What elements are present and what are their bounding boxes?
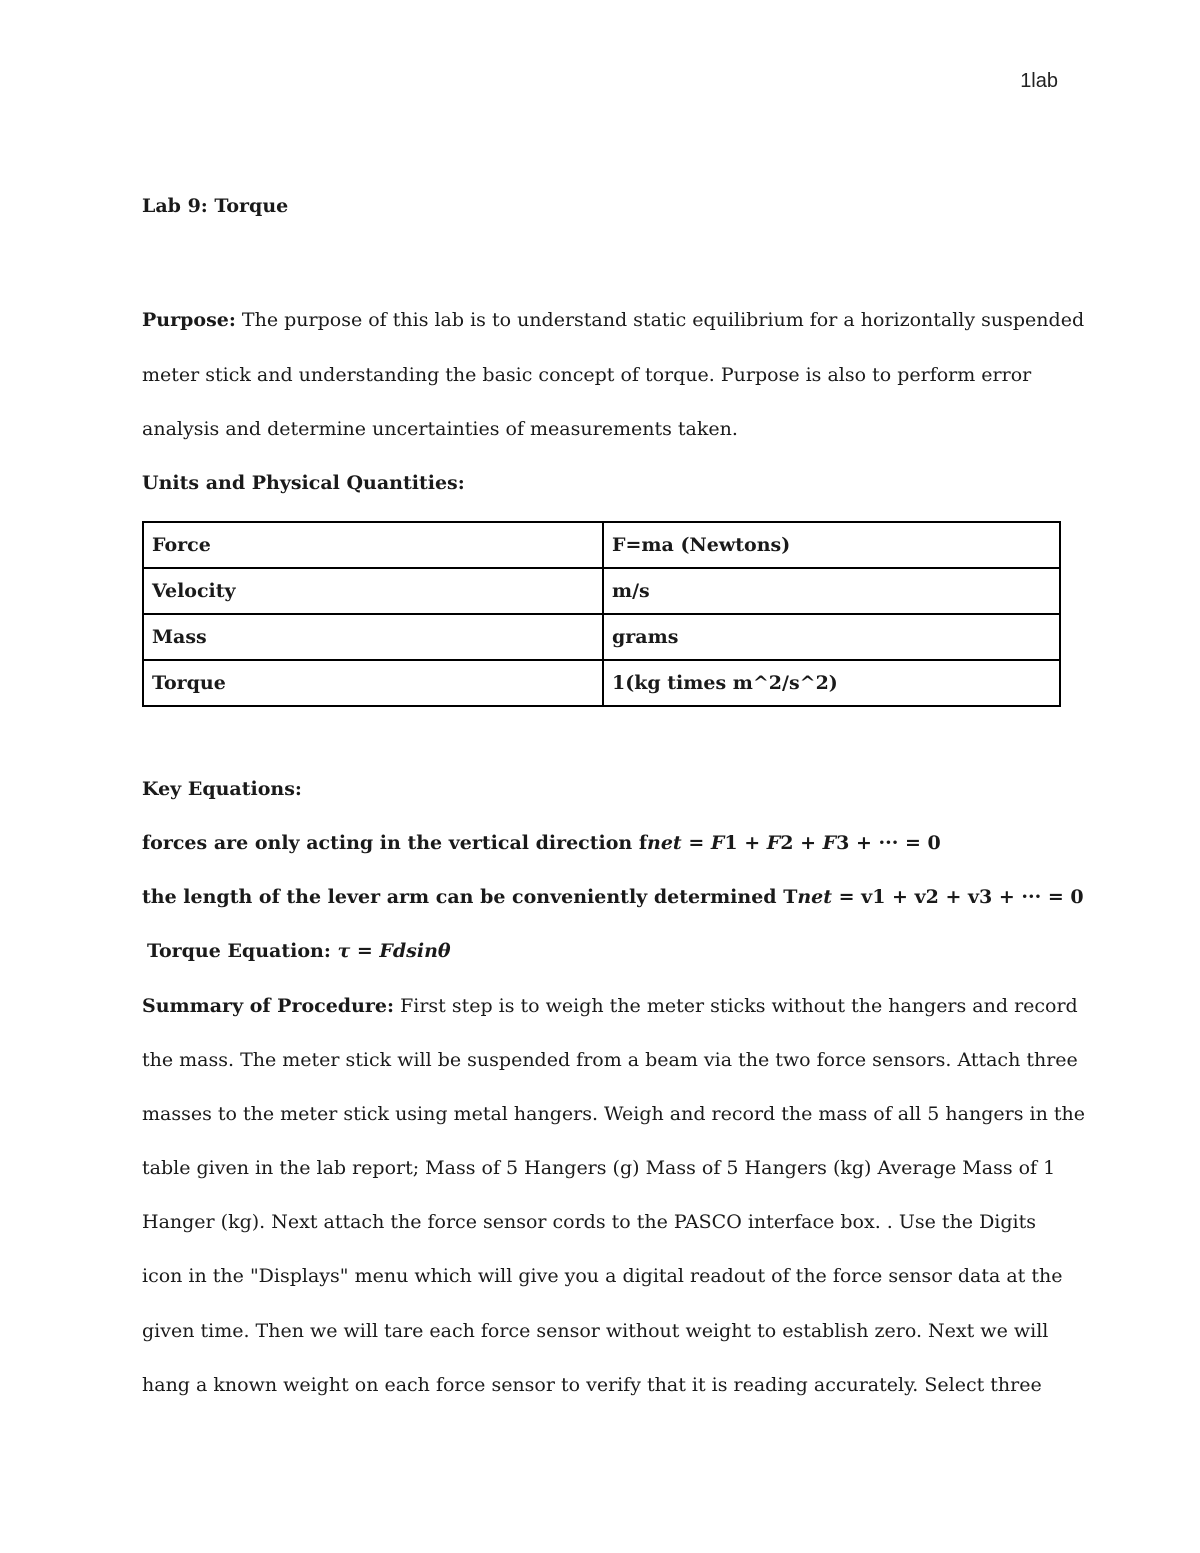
- purpose-line-2: meter stick and understanding the basic concept of torque. Purpose is also to perform error: [142, 364, 1032, 386]
- procedure-line-3: masses to the meter stick using metal hangers. Weigh and record the mass of all 5 hangers in the: [142, 1103, 1085, 1125]
- purpose-text-1: The purpose of this lab is to understand static equilibrium for a horizontally suspended: [241, 309, 1085, 331]
- purpose-line-3: analysis and determine uncertainties of measurements taken.: [142, 418, 738, 440]
- procedure-line-5: Hanger (kg). Next attach the force sensor cords to the PASCO interface box. . Use the Digits: [142, 1211, 1037, 1233]
- eq1-part2: 2 +: [780, 832, 823, 854]
- eq1-f1: F: [710, 832, 725, 854]
- units-table: [142, 521, 1061, 707]
- procedure-label: Summary of Procedure:: [142, 995, 395, 1017]
- table-cell-unit: grams: [603, 614, 1060, 660]
- eq3-label: Torque Equation:: [147, 940, 338, 962]
- table-cell-quantity: Velocity: [143, 568, 603, 614]
- eq1-f3: F: [822, 832, 837, 854]
- table-cell-quantity: Force: [143, 522, 603, 568]
- eq2-text: the length of the lever arm can be conveniently determined T: [142, 886, 798, 908]
- equation-torque: [147, 938, 451, 964]
- equation-forces: [142, 830, 941, 856]
- procedure-line-7: given time. Then we will tare each force sensor without weight to establish zero. Next we will: [142, 1320, 1049, 1342]
- procedure-line-8: hang a known weight on each force sensor to verify that it is reading accurately. Select three: [142, 1374, 1042, 1396]
- eq1-part1: 1 +: [724, 832, 767, 854]
- page-number: 1lab: [1020, 70, 1058, 92]
- units-heading: Units and Physical Quantities:: [142, 472, 465, 494]
- eq1-f2: F: [766, 832, 781, 854]
- table-cell-unit: m/s: [603, 568, 1060, 614]
- table-cell-unit: F=ma (Newtons): [603, 522, 1060, 568]
- eq1-subscript: net: [647, 832, 682, 854]
- table-row: [143, 660, 1060, 706]
- table-cell-quantity: Mass: [143, 614, 603, 660]
- equation-lever-arm: [142, 884, 1084, 910]
- eq2-rest: = v1 + v2 + v3 + ··· = 0: [832, 886, 1084, 908]
- table-cell-quantity: Torque: [143, 660, 603, 706]
- procedure-line-1: [142, 993, 1078, 1019]
- table-cell-unit: 1(kg times m^2/s^2): [603, 660, 1060, 706]
- eq1-text: forces are only acting in the vertical direction f: [142, 832, 648, 854]
- table-row: [143, 568, 1060, 614]
- eq2-subscript: net: [797, 886, 833, 908]
- procedure-line-4: table given in the lab report; Mass of 5 Hangers (g) Mass of 5 Hangers (kg) Average Mass of 1: [142, 1157, 1056, 1179]
- table-row: [143, 614, 1060, 660]
- eq1-part3: 3 + ··· = 0: [836, 832, 941, 854]
- eq1-equals: =: [681, 832, 711, 854]
- purpose-line-1: [142, 307, 1084, 333]
- document-title: Lab 9: Torque: [142, 195, 289, 217]
- key-equations-heading: Key Equations:: [142, 778, 302, 800]
- eq3-formula: τ = Fdsinθ: [337, 940, 451, 962]
- purpose-label: Purpose:: [142, 309, 236, 331]
- table-row: [143, 522, 1060, 568]
- procedure-line-6: icon in the "Displays" menu which will give you a digital readout of the force sensor data at the: [142, 1265, 1063, 1287]
- procedure-line-2: the mass. The meter stick will be suspended from a beam via the two force sensors. Attach three: [142, 1049, 1078, 1071]
- procedure-text-1: First step is to weigh the meter sticks without the hangers and record: [400, 995, 1078, 1017]
